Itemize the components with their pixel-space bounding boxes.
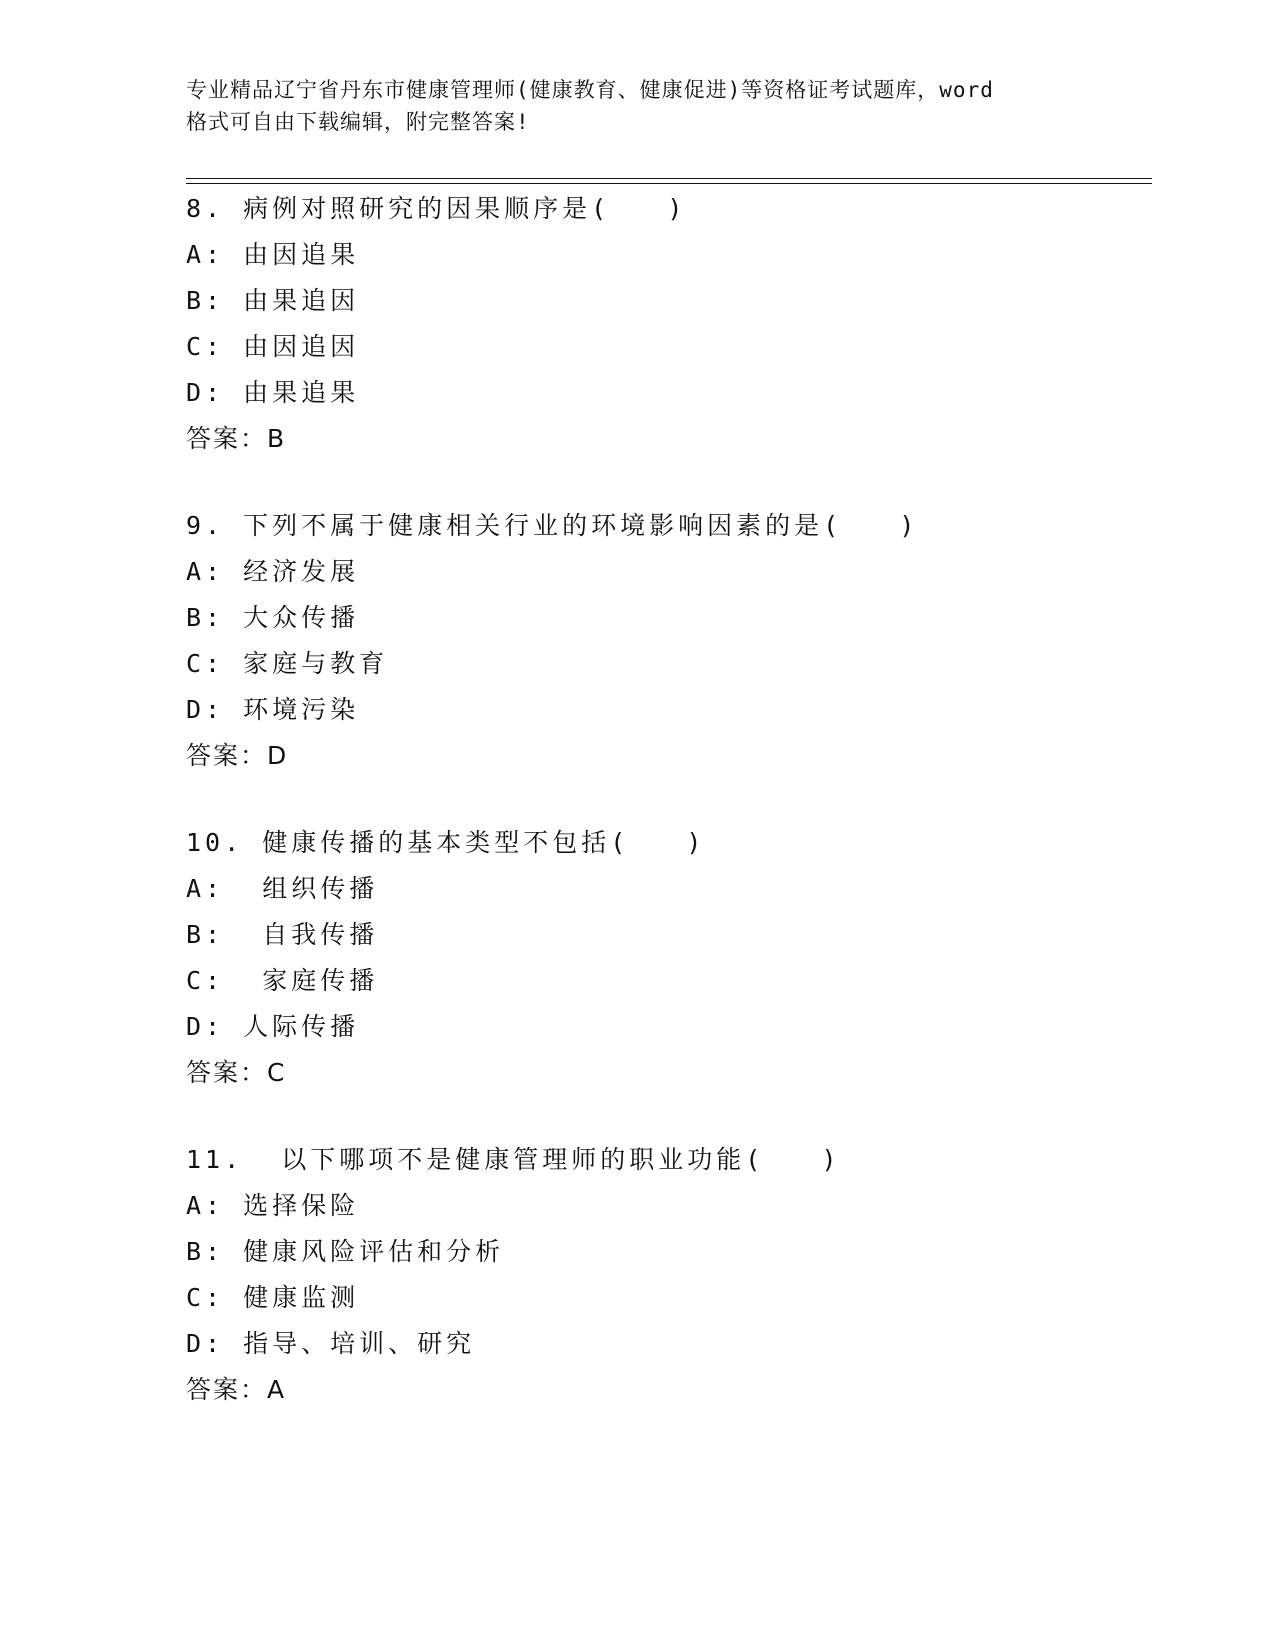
option-b: B: 大众传播 [186,603,360,632]
option-a: A: 选择保险 [186,1191,360,1220]
question-stem: 10. 健康传播的基本类型不包括( ) [186,828,706,857]
question-9 [186,503,1146,779]
question-stem: 9. 下列不属于健康相关行业的环境影响因素的是( ) [186,511,919,540]
question-10 [186,820,1146,1096]
question-stem: 11. 以下哪项不是健康管理师的职业功能( ) [186,1145,841,1174]
header-divider-bottom [186,183,1152,184]
answer: 答案：C [186,1058,287,1087]
question-8 [186,186,1146,462]
option-b: B: 由果追因 [186,286,360,315]
option-b: B: 自我传播 [186,920,379,949]
option-d: D: 由果追果 [186,378,360,407]
answer: 答案：A [186,1375,287,1404]
question-11 [186,1137,1146,1413]
option-d: D: 人际传播 [186,1012,360,1041]
option-b: B: 健康风险评估和分析 [186,1237,505,1266]
answer: 答案：B [186,424,287,453]
question-stem: 8. 病例对照研究的因果顺序是( ) [186,194,687,223]
option-a: A: 由因追果 [186,240,360,269]
header-divider-top [186,178,1152,179]
option-c: C: 健康监测 [186,1283,360,1312]
document-header [186,74,1086,138]
option-d: D: 环境污染 [186,695,360,724]
header-line-1: 专业精品辽宁省丹东市健康管理师(健康教育、健康促进)等资格证考试题库，word [186,78,994,102]
option-c: C: 家庭传播 [186,966,379,995]
option-d: D: 指导、培训、研究 [186,1329,476,1358]
header-line-2: 格式可自由下载编辑，附完整答案! [186,110,530,134]
option-c: C: 由因追因 [186,332,360,361]
option-a: A: 经济发展 [186,557,360,586]
option-a: A: 组织传播 [186,874,379,903]
answer: 答案：D [186,741,289,770]
option-c: C: 家庭与教育 [186,649,389,678]
